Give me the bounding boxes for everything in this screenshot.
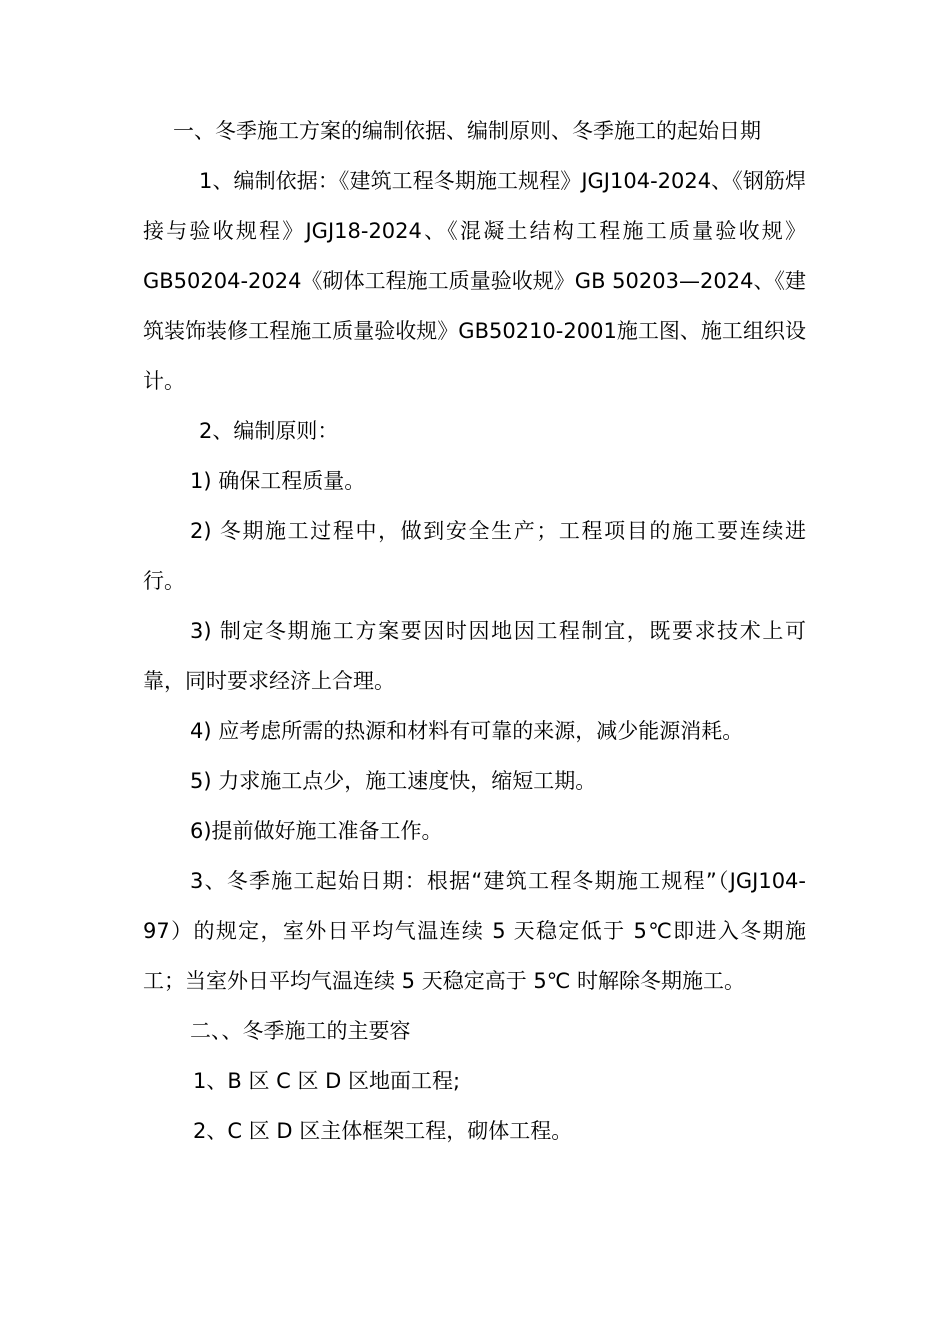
principle-item-4: 4) 应考虑所需的热源和材料有可靠的来源，减少能源消耗。 <box>190 719 744 743</box>
principle-item-6: 6)提前做好施工准备工作。 <box>190 819 443 843</box>
principle-item-3: 3) 制定冬期施工方案要因时因地因工程制宜，既要求技术上可靠，同时要求经济上合理。 <box>143 619 806 693</box>
section-1-heading: 一、冬季施工方案的编制依据、编制原则、冬季施工的起始日期 <box>173 119 761 143</box>
compilation-basis-paragraph: 1、编制依据：《建筑工程冬期施工规程》JGJ104-2024、《钢筋焊接与验收规程》JGJ18-2024、《混凝土结构工程施工质量验收规》GB50204-2024《砌体工程施工质量验收规》GB 50203—2024、《建筑装饰装修工程施工质量验收规》GB50210-2001施工图、施工组织设计。 <box>143 169 806 393</box>
start-date-paragraph: 3、冬季施工起始日期：根据“建筑工程冬期施工规程”（JGJ104-97）的规定，室外日平均气温连续 5 天稳定低于 5℃即进入冬期施工；当室外日平均气温连续 5 天稳定高于 5℃ 时解除冬期施工。 <box>143 869 806 993</box>
main-content-item-2: 2、C 区 D 区主体框架工程，砌体工程。 <box>193 1119 573 1143</box>
document-body <box>143 106 806 1156</box>
main-content-item-1: 1、B 区 C 区 D 区地面工程; <box>193 1069 461 1093</box>
principle-item-1: 1) 确保工程质量。 <box>190 469 366 493</box>
compilation-principles-heading: 2、编制原则： <box>199 419 339 443</box>
section-2-heading: 二、、冬季施工的主要容 <box>190 1019 411 1043</box>
principle-item-2: 2) 冬期施工过程中，做到安全生产；工程项目的施工要连续进行。 <box>143 519 806 593</box>
principle-item-5: 5) 力求施工点少，施工速度快，缩短工期。 <box>190 769 597 793</box>
